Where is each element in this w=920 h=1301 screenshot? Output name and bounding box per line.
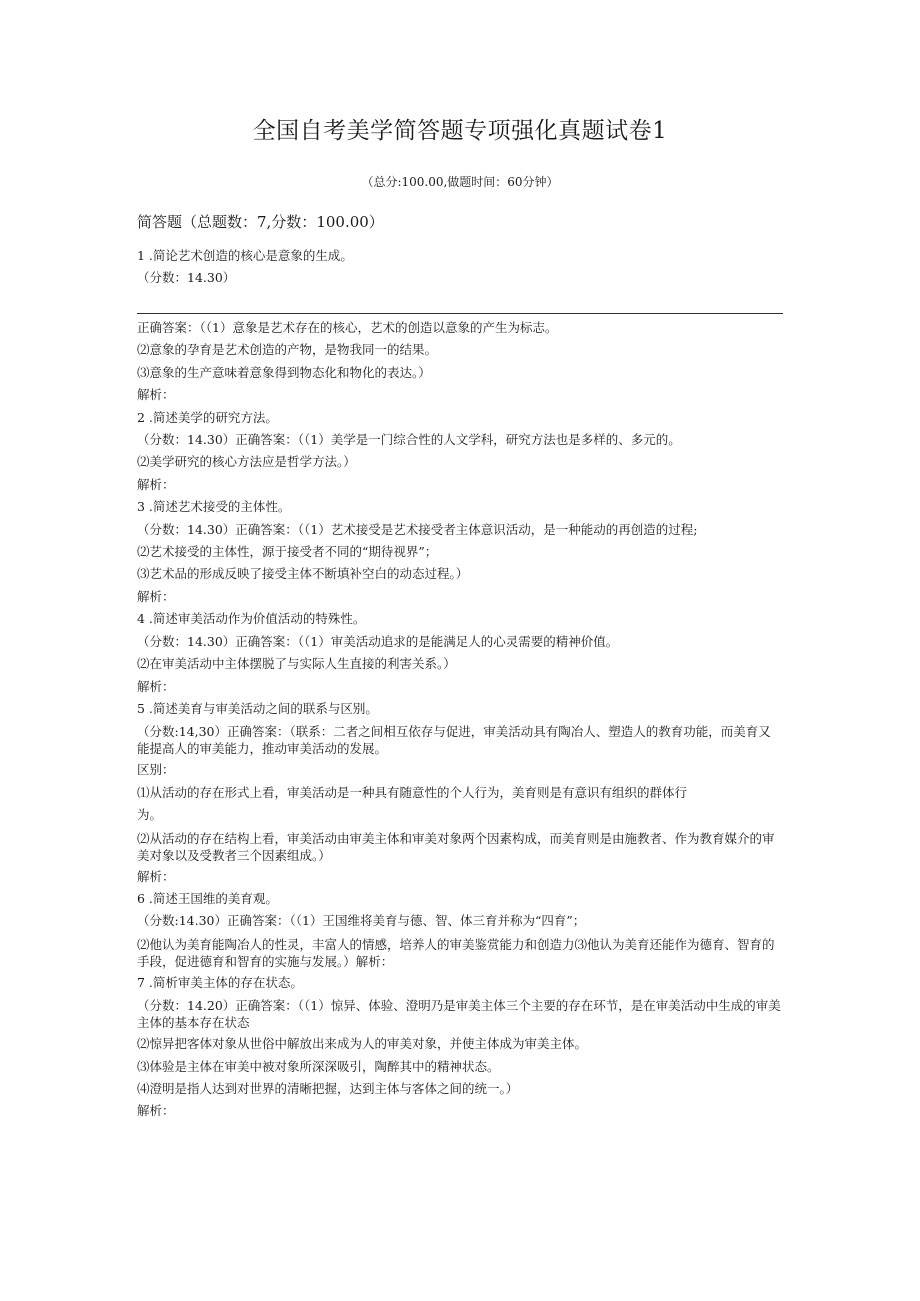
answer-line: ⑶艺术品的形成反映了接受主体不断填补空白的动态过程。）	[137, 566, 469, 582]
answer-line: ⑵惊异把客体对象从世俗中解放出来成为人的审美对象，并使主体成为审美主体。	[137, 1036, 588, 1052]
answer-line: 正确答案：（（1）意象是艺术存在的核心，艺术的创造以意象的产生为标志。	[137, 320, 558, 335]
analysis-label: 解析：	[137, 1103, 175, 1119]
question-text: 5 .简述美育与审美活动之间的联系与区别。	[137, 700, 378, 716]
answer-paragraph: ⑵从活动的存在结构上看，审美活动由审美主体和审美对象两个因素构成，而美育则是由施教者、作为教育媒介的审美对象以及受教者三个因素组成。）	[137, 830, 775, 863]
analysis-label: 解析：	[137, 678, 175, 694]
question-text: 4 .简述审美活动作为价值活动的特殊性。	[137, 611, 366, 627]
answer-paragraph: （分数:14,30）正确答案：（联系：二者之间相互依存与促进，审美活动具有陶冶人、塑造人的教育功能，而美育又能提高人的审美能力，推动审美活动的发展。	[137, 724, 771, 757]
answer-line: ⑶体验是主体在审美中被对象所深深吸引，陶醉其中的精神状态。	[137, 1058, 500, 1074]
answer-line: ⑶意象的生产意味着意象得到物态化和物化的表达。）	[137, 364, 431, 380]
answer-line: ⑴从活动的存在形式上看，审美活动是一种具有随意性的个人行为，美育则是有意识有组织的群体行	[137, 784, 688, 800]
question-text: 6 .简述王国维的美育观。	[137, 890, 278, 906]
question-text: 7 .简析审美主体的存在状态。	[137, 974, 303, 990]
analysis-label: 解析：	[137, 387, 175, 403]
question-1	[137, 245, 783, 290]
section-header: 简答题（总题数：7,分数：100.00）	[137, 213, 384, 231]
answer-paragraph: ⑵他认为美育能陶冶人的性灵，丰富人的情感，培养人的审美鉴赏能力和创造力⑶他认为美育还能作为德育、智育的手段，促进德育和智育的实施与发展。）解析：	[137, 936, 775, 969]
answer-line: ⑵意象的孕育是艺术创造的产物，是物我同一的结果。	[137, 342, 438, 358]
answer-line: ⑵在审美活动中主体摆脱了与实际人生直接的利害关系。）	[137, 656, 456, 672]
divider-line	[137, 313, 783, 314]
exam-subtitle: （总分:100.00,做题时间：60分钟）	[361, 175, 559, 189]
exam-title: 全国自考美学简答题专项强化真题试卷1	[252, 118, 668, 144]
question-text: 3 .简述艺术接受的主体性。	[137, 499, 291, 515]
analysis-label: 解析：	[137, 476, 175, 492]
answer-line: （分数：14.30）正确答案：（（1）美学是一门综合性的人文学科，研究方法也是多样的、多元的。	[137, 432, 681, 448]
answer-line: 区别：	[137, 762, 175, 778]
question-text: 2 .简述美学的研究方法。	[137, 409, 278, 425]
analysis-label: 解析：	[137, 588, 175, 604]
answer-line: 为。	[137, 807, 163, 823]
answer-paragraph: （分数：14.20）正确答案：（（1）惊异、体验、澄明乃是审美主体三个主要的存在环节，是在审美活动中生成的审美主体的基本存在状态	[137, 998, 781, 1031]
answer-line: （分数：14.30）正确答案：（（1）艺术接受是艺术接受者主体意识活动，是一种能动的再创造的过程;	[137, 521, 698, 537]
answers-body	[137, 317, 783, 1123]
question-score: （分数：14.30）	[137, 270, 236, 286]
answer-line: （分数：14.30）正确答案：（（1）审美活动追求的是能满足人的心灵需要的精神价值。	[137, 633, 619, 649]
answer-line: ⑵美学研究的核心方法应是哲学方法。）	[137, 454, 356, 470]
answer-line: ⑵艺术接受的主体性，源于接受者不同的“期待视界”；	[137, 544, 438, 560]
answer-line: ⑷澄明是指人达到对世界的清晰把握，达到主体与客体之间的统一。）	[137, 1080, 519, 1096]
question-text: 1 .简论艺术创造的核心是意象的生成。	[137, 248, 353, 263]
analysis-label: 解析：	[137, 868, 175, 884]
answer-line: （分数:14.30）正确答案：（（1）王国维将美育与德、智、体三育并称为“四育”；	[137, 913, 586, 929]
